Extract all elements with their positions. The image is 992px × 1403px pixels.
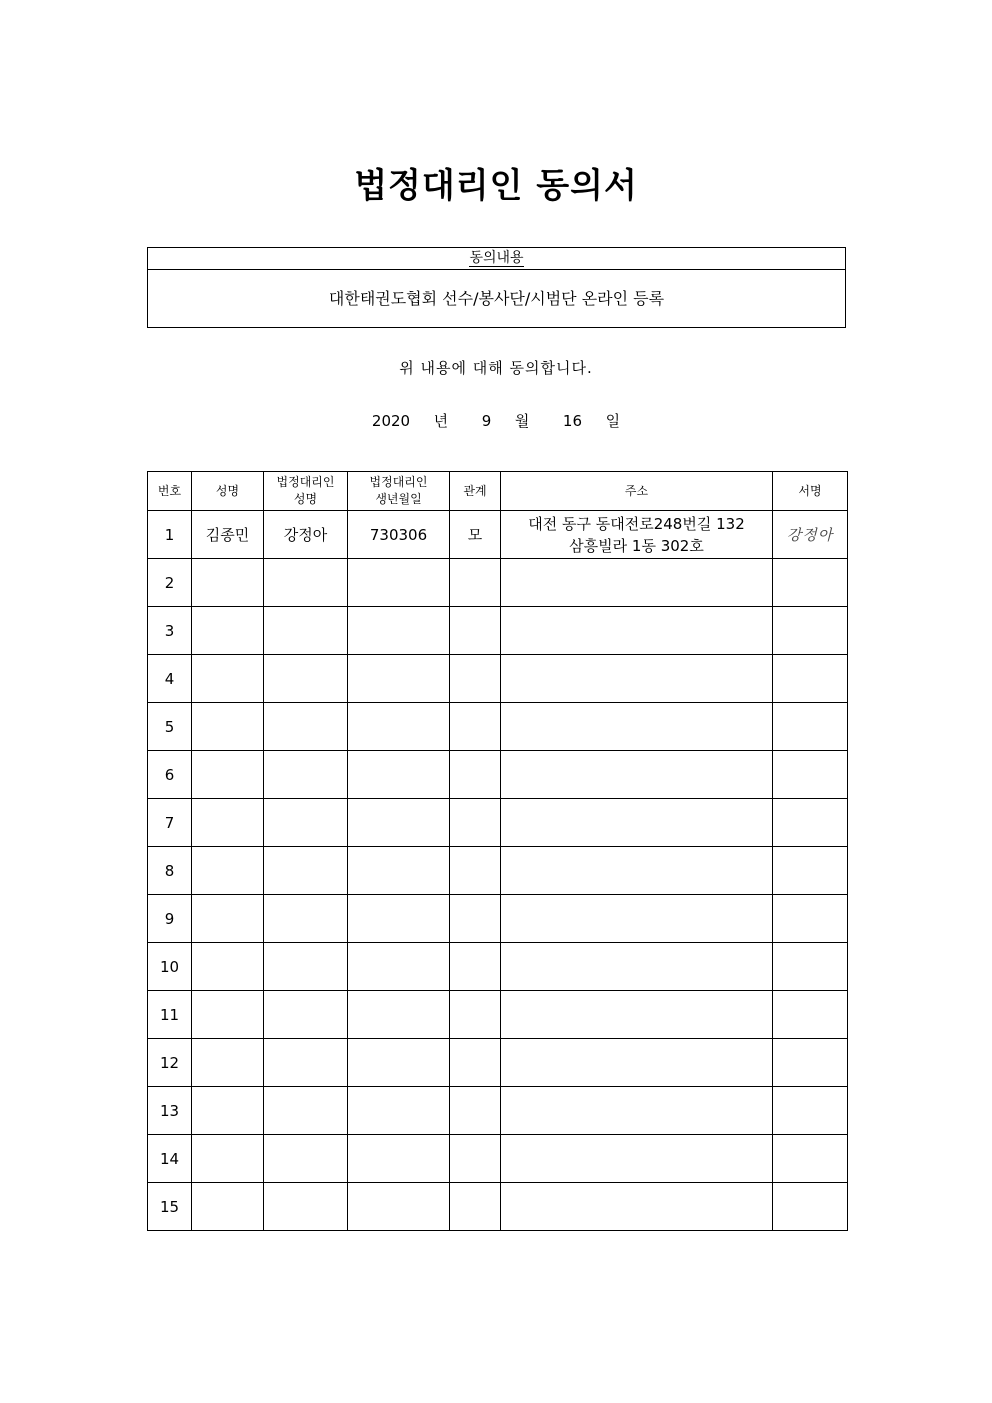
cell-guardian-birth (348, 943, 450, 991)
header-no: 번호 (148, 472, 192, 511)
agreement-text: 위 내용에 대해 동의합니다. (399, 359, 593, 377)
cell-guardian-birth (348, 607, 450, 655)
consent-header-label: 동의내용 (469, 250, 524, 266)
cell-address (501, 751, 773, 799)
cell-signature (773, 607, 848, 655)
cell-name (192, 991, 264, 1039)
cell-guardian-birth (348, 1087, 450, 1135)
table-row (148, 511, 848, 559)
table-row (148, 895, 848, 943)
cell-relation (450, 703, 501, 751)
cell-guardian-name (264, 655, 348, 703)
cell-no: 8 (148, 847, 192, 895)
table-row (148, 799, 848, 847)
cell-signature (773, 655, 848, 703)
cell-relation (450, 1183, 501, 1231)
cell-address (501, 847, 773, 895)
cell-no: 6 (148, 751, 192, 799)
header-guardian-name: 법정대리인 성명 (264, 472, 348, 511)
cell-address (501, 1135, 773, 1183)
cell-signature: 강정아 (773, 511, 848, 559)
cell-guardian-name (264, 1039, 348, 1087)
cell-guardian-birth (348, 1135, 450, 1183)
document-title: 법정대리인 동의서 (354, 166, 638, 206)
table-row (148, 1087, 848, 1135)
cell-relation (450, 1135, 501, 1183)
cell-guardian-birth (348, 559, 450, 607)
cell-signature (773, 751, 848, 799)
cell-no: 7 (148, 799, 192, 847)
cell-no: 2 (148, 559, 192, 607)
cell-signature (773, 703, 848, 751)
cell-signature (773, 1135, 848, 1183)
cell-signature (773, 895, 848, 943)
cell-address (501, 511, 773, 559)
cell-no: 1 (148, 511, 192, 559)
header-address: 주소 (501, 472, 773, 511)
cell-guardian-birth (348, 895, 450, 943)
table-header-row (148, 472, 848, 511)
cell-address (501, 1183, 773, 1231)
table-row (148, 943, 848, 991)
cell-guardian-name (264, 1183, 348, 1231)
cell-relation (450, 607, 501, 655)
cell-relation (450, 991, 501, 1039)
address-line-2: 삼흥빌라 1동 302호 (569, 536, 704, 555)
cell-guardian-name (264, 607, 348, 655)
cell-relation (450, 895, 501, 943)
header-signature: 서명 (773, 472, 848, 511)
table-row (148, 703, 848, 751)
cell-signature (773, 1183, 848, 1231)
table-row (148, 655, 848, 703)
date-day: 16 (562, 412, 582, 430)
cell-address (501, 799, 773, 847)
cell-name (192, 799, 264, 847)
cell-guardian-name (264, 1135, 348, 1183)
consent-content: 대한태권도협회 선수/봉사단/시범단 온라인 등록 (328, 289, 665, 308)
cell-relation (450, 847, 501, 895)
cell-no: 10 (148, 943, 192, 991)
cell-guardian-name (264, 1087, 348, 1135)
cell-guardian-name (264, 751, 348, 799)
cell-address (501, 703, 773, 751)
cell-signature (773, 943, 848, 991)
consent-header (148, 248, 845, 270)
cell-guardian-name: 강정아 (264, 511, 348, 559)
cell-guardian-birth (348, 991, 450, 1039)
cell-relation (450, 655, 501, 703)
date-year: 2020 (371, 412, 411, 430)
cell-name (192, 559, 264, 607)
cell-no: 13 (148, 1087, 192, 1135)
cell-signature (773, 559, 848, 607)
cell-no: 9 (148, 895, 192, 943)
cell-address (501, 1039, 773, 1087)
cell-guardian-birth: 730306 (348, 511, 450, 559)
header-guardian-birth: 법정대리인 생년월일 (348, 472, 450, 511)
cell-relation (450, 943, 501, 991)
consent-box (147, 247, 846, 328)
cell-name: 김종민 (192, 511, 264, 559)
cell-guardian-birth (348, 1183, 450, 1231)
cell-guardian-birth (348, 799, 450, 847)
cell-address (501, 991, 773, 1039)
cell-guardian-name (264, 559, 348, 607)
table-row (148, 1039, 848, 1087)
cell-address (501, 895, 773, 943)
table-row (148, 1135, 848, 1183)
cell-guardian-name (264, 895, 348, 943)
header-relation: 관계 (450, 472, 501, 511)
cell-guardian-name (264, 991, 348, 1039)
cell-no: 15 (148, 1183, 192, 1231)
cell-name (192, 655, 264, 703)
cell-name (192, 751, 264, 799)
cell-relation (450, 751, 501, 799)
date-line (0, 410, 992, 431)
date-month: 9 (481, 412, 492, 430)
cell-signature (773, 1087, 848, 1135)
cell-address (501, 607, 773, 655)
cell-no: 4 (148, 655, 192, 703)
cell-name (192, 703, 264, 751)
cell-no: 3 (148, 607, 192, 655)
cell-signature (773, 1039, 848, 1087)
cell-address (501, 559, 773, 607)
table-row (148, 991, 848, 1039)
table-row (148, 1183, 848, 1231)
cell-name (192, 1135, 264, 1183)
cell-relation: 모 (450, 511, 501, 559)
cell-name (192, 943, 264, 991)
cell-relation (450, 1087, 501, 1135)
cell-relation (450, 799, 501, 847)
cell-guardian-birth (348, 703, 450, 751)
cell-relation (450, 559, 501, 607)
cell-guardian-name (264, 799, 348, 847)
cell-guardian-birth (348, 751, 450, 799)
date-year-unit: 년 (433, 412, 449, 430)
cell-name (192, 1087, 264, 1135)
date-day-unit: 일 (605, 412, 621, 430)
cell-guardian-birth (348, 1039, 450, 1087)
cell-guardian-birth (348, 847, 450, 895)
cell-no: 12 (148, 1039, 192, 1087)
date-month-unit: 월 (514, 412, 530, 430)
cell-guardian-name (264, 847, 348, 895)
cell-signature (773, 799, 848, 847)
registration-table (147, 471, 848, 1231)
cell-address (501, 655, 773, 703)
cell-address (501, 943, 773, 991)
cell-name (192, 1039, 264, 1087)
table-row (148, 559, 848, 607)
cell-no: 11 (148, 991, 192, 1039)
table-row (148, 751, 848, 799)
cell-guardian-birth (348, 655, 450, 703)
cell-name (192, 847, 264, 895)
cell-name (192, 895, 264, 943)
cell-guardian-name (264, 703, 348, 751)
table-row (148, 847, 848, 895)
cell-name (192, 1183, 264, 1231)
cell-no: 5 (148, 703, 192, 751)
cell-signature (773, 847, 848, 895)
cell-name (192, 607, 264, 655)
cell-no: 14 (148, 1135, 192, 1183)
cell-address (501, 1087, 773, 1135)
address-line-1: 대전 동구 동대전로248번길 132 (528, 514, 745, 533)
cell-relation (450, 1039, 501, 1087)
cell-signature (773, 991, 848, 1039)
table-row (148, 607, 848, 655)
cell-guardian-name (264, 943, 348, 991)
header-name: 성명 (192, 472, 264, 511)
